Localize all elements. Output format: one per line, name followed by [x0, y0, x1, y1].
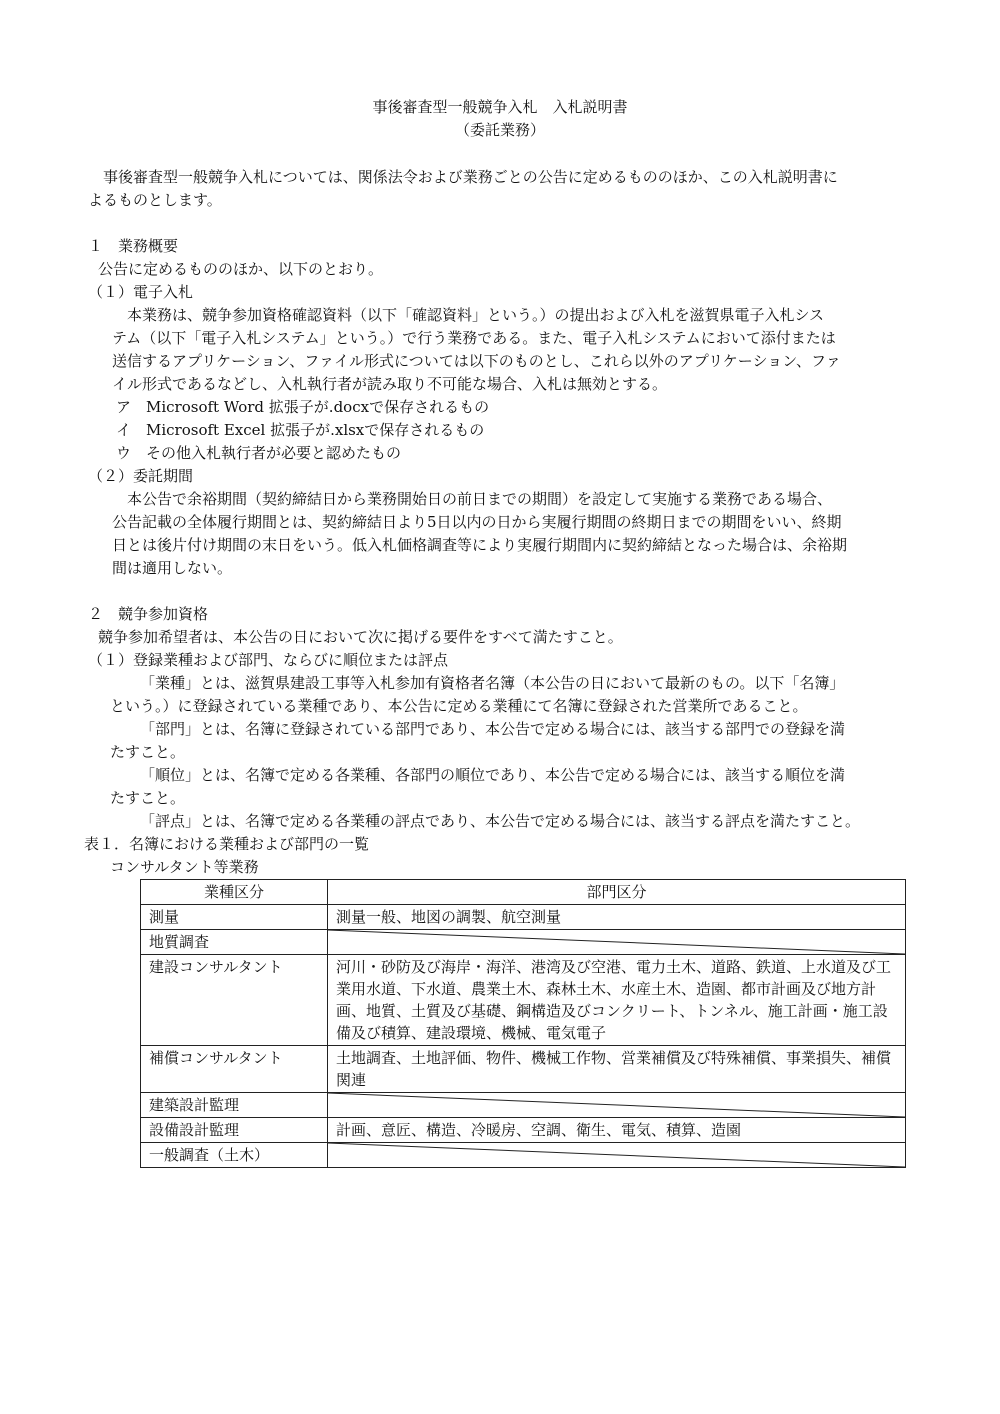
- row-category: 一般調査（土木）: [141, 1143, 328, 1168]
- row-category: 建設コンサルタント: [141, 955, 328, 1046]
- section-2-heading: ２ 競争参加資格: [88, 605, 209, 623]
- table-row: [141, 1143, 906, 1168]
- section-1-sub-2-line: 日とは後片付け期間の末日をいう。低入札価格調査等により実履行期間内に契約締結となった場合は、余裕期: [112, 536, 848, 554]
- section-2-sub-1-line: たすこと。: [110, 743, 186, 761]
- header-category: 業種区分: [141, 880, 328, 905]
- section-1-sub-1-line: 送信するアプリケーション、ファイル形式については以下のものとし、これら以外のアプリケーション、ファ: [112, 352, 841, 370]
- table-row: [141, 1118, 906, 1143]
- table-subcaption: コンサルタント等業務: [110, 858, 259, 876]
- document-body: [84, 166, 918, 1168]
- document-title: [0, 96, 1000, 142]
- empty-cell-slash: [328, 1143, 906, 1168]
- section-2-lead: 競争参加希望者は、本公告の日において次に掲げる要件をすべて満たすこと。: [98, 628, 623, 646]
- section-1-sub-2-line: 公告記載の全体履行期間とは、契約締結日より5日以内の日から実履行期間の終期日までの期間をいい、終期: [112, 513, 842, 531]
- table-row: [141, 955, 906, 1046]
- empty-cell-slash: [328, 930, 906, 955]
- section-1-sub-1-line: テム（以下「電子入札システム」という。）で行う業務である。また、電子入札システムにおいて添付または: [112, 329, 836, 347]
- section-1-sub-1-line: イル形式であるなどし、入札執行者が読み取り不可能な場合、入札は無効とする。: [112, 375, 668, 393]
- row-category: 測量: [141, 905, 328, 930]
- section-2-sub-1-line: たすこと。: [110, 789, 186, 807]
- title-line-1: 事後審査型一般競争入札 入札説明書: [372, 98, 628, 116]
- section-1-sub-1-heading: （１）電子入札: [88, 283, 194, 301]
- section-1-sub-2-heading: （２）委託期間: [88, 467, 194, 485]
- section-2-sub-1-line: 「部門」とは、名簿に登録されている部門であり、本公告で定める場合には、該当する部門での登録を満: [140, 720, 846, 738]
- table-row: [141, 905, 906, 930]
- section-2-sub-1-line: 「評点」とは、名簿で定める各業種の評点であり、本公告で定める場合には、該当する評点を満たすこと。: [140, 812, 861, 830]
- section-2-sub-1-line: 「順位」とは、名簿で定める各業種、各部門の順位であり、本公告で定める場合には、該当する順位を満: [140, 766, 846, 784]
- category-table: [140, 879, 906, 1168]
- header-divisions: 部門区分: [328, 880, 906, 905]
- section-1-sub-2-line: 間は適用しない。: [112, 559, 233, 577]
- intro-line-1: 事後審査型一般競争入札については、関係法令および業務ごとの公告に定めるもののほか、この入札説明書に: [103, 168, 838, 186]
- row-category: 地質調査: [141, 930, 328, 955]
- table-row: [141, 1093, 906, 1118]
- table-caption: 表１．名簿における業種および部門の一覧: [84, 835, 370, 853]
- row-divisions: 河川・砂防及び海岸・海洋、港湾及び空港、電力土木、道路、鉄道、上水道及び工業用水道、下水道、農業土木、森林土木、水産土木、造園、都市計画及び地方計画、地質、土質及び基礎、鋼構造及びコンクリート、トンネル、施工計画・施工設備及び積算、建設環境、機械、電気電子: [328, 955, 906, 1046]
- list-item: ウ その他入札執行者が必要と認めたもの: [116, 444, 402, 462]
- row-category: 補償コンサルタント: [141, 1046, 328, 1093]
- section-1-lead: 公告に定めるもののほか、以下のとおり。: [98, 260, 384, 278]
- row-divisions: 測量一般、地図の調製、航空測量: [328, 905, 906, 930]
- section-2-sub-1-line: という。）に登録されている業種であり、本公告に定める業種にて名簿に登録された営業所であること。: [110, 697, 808, 715]
- table-header-row: [141, 880, 906, 905]
- table-row: [141, 1046, 906, 1093]
- section-2-sub-1-line: 「業種」とは、滋賀県建設工事等入札参加有資格者名簿（本公告の日において最新のもの。以下「名簿」: [140, 674, 845, 692]
- table-row: [141, 930, 906, 955]
- intro-line-2: よるものとします。: [88, 191, 222, 209]
- title-line-2: （委託業務）: [454, 121, 545, 139]
- section-1-sub-1-line: 本業務は、競争参加資格確認資料（以下「確認資料」という。）の提出および入札を滋賀県電子入札シス: [127, 306, 825, 324]
- list-item: イ Microsoft Excel 拡張子が.xlsxで保存されるもの: [116, 421, 485, 439]
- row-divisions: 計画、意匠、構造、冷暖房、空調、衛生、電気、積算、造園: [328, 1118, 906, 1143]
- row-divisions: 土地調査、土地評価、物件、機械工作物、営業補償及び特殊補償、事業損失、補償関連: [328, 1046, 906, 1093]
- row-category: 建築設計監理: [141, 1093, 328, 1118]
- list-item: ア Microsoft Word 拡張子が.docxで保存されるもの: [116, 398, 490, 416]
- row-category: 設備設計監理: [141, 1118, 328, 1143]
- section-1-heading: １ 業務概要: [88, 237, 179, 255]
- section-1-sub-2-line: 本公告で余裕期間（契約締結日から業務開始日の前日までの期間）を設定して実施する業務である場合、: [127, 490, 833, 508]
- empty-cell-slash: [328, 1093, 906, 1118]
- section-2-sub-1-heading: （１）登録業種および部門、ならびに順位または評点: [88, 651, 449, 669]
